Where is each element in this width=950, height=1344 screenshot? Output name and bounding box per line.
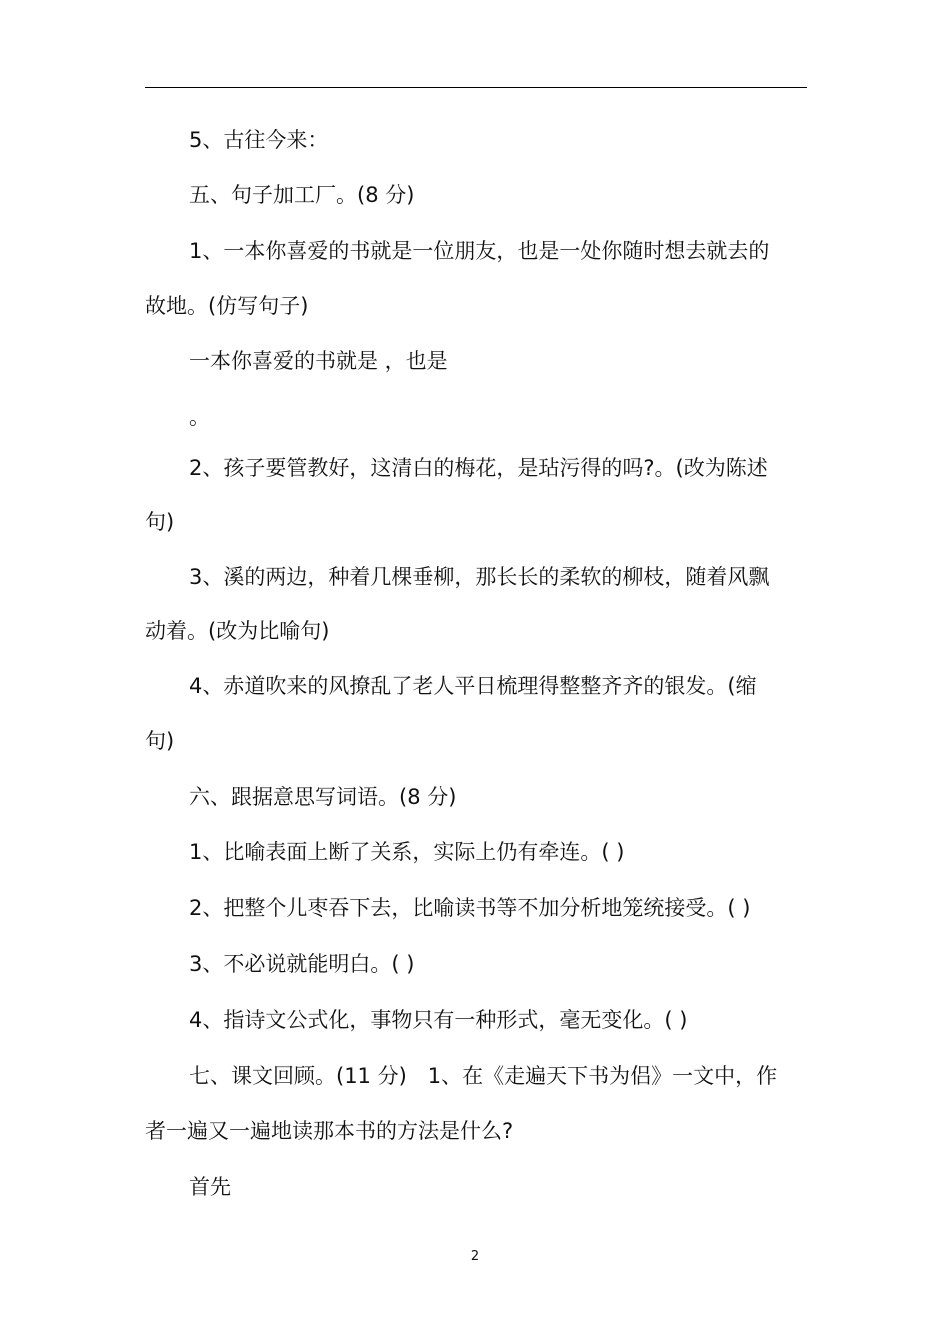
text-line-17: 4、指诗文公式化，事物只有一种形式，毫无变化。( ) <box>189 1008 688 1032</box>
text-line-8: 句) <box>145 510 175 534</box>
text-line-7: 2、孩子要管教好，这清白的梅花，是玷污得的吗?。(改为陈述 <box>189 456 768 480</box>
section-heading-5: 五、句子加工厂。(8 分) <box>189 183 415 207</box>
text-line-12: 句) <box>145 729 175 753</box>
text-line-3: 1、一本你喜爱的书就是一位朋友，也是一处你随时想去就去的 <box>189 239 770 263</box>
text-line-4: 故地。(仿写句子) <box>145 294 309 318</box>
text-line-9: 3、溪的两边，种着几棵垂柳，那长长的柔软的柳枝，随着风飘 <box>189 565 770 589</box>
header-rule <box>145 87 807 88</box>
text-line-1: 5、古往今来： <box>189 128 329 152</box>
section-heading-6: 六、跟据意思写词语。(8 分) <box>189 785 457 809</box>
text-line-10: 动着。(改为比喻句) <box>145 619 330 643</box>
text-line-20: 首先 <box>189 1175 231 1199</box>
text-line-5: 一本你喜爱的书就是 ，也是 <box>189 349 448 373</box>
text-line-14: 1、比喻表面上断了关系，实际上仍有牵连。( ) <box>189 840 625 864</box>
page-number: 2 <box>470 1249 480 1264</box>
text-line-19: 者一遍又一遍地读那本书的方法是什么? <box>145 1119 514 1143</box>
text-line-11: 4、赤道吹来的风撩乱了老人平日梳理得整整齐齐的银发。(缩 <box>189 674 757 698</box>
text-line-16: 3、不必说就能明白。( ) <box>189 952 415 976</box>
text-line-6: 。 <box>189 405 210 429</box>
section-heading-7: 七、课文回顾。(11 分) 1、在《走遍天下书为侣》一文中，作 <box>189 1064 778 1088</box>
text-line-15: 2、把整个儿枣吞下去，比喻读书等不加分析地笼统接受。( ) <box>189 896 751 920</box>
